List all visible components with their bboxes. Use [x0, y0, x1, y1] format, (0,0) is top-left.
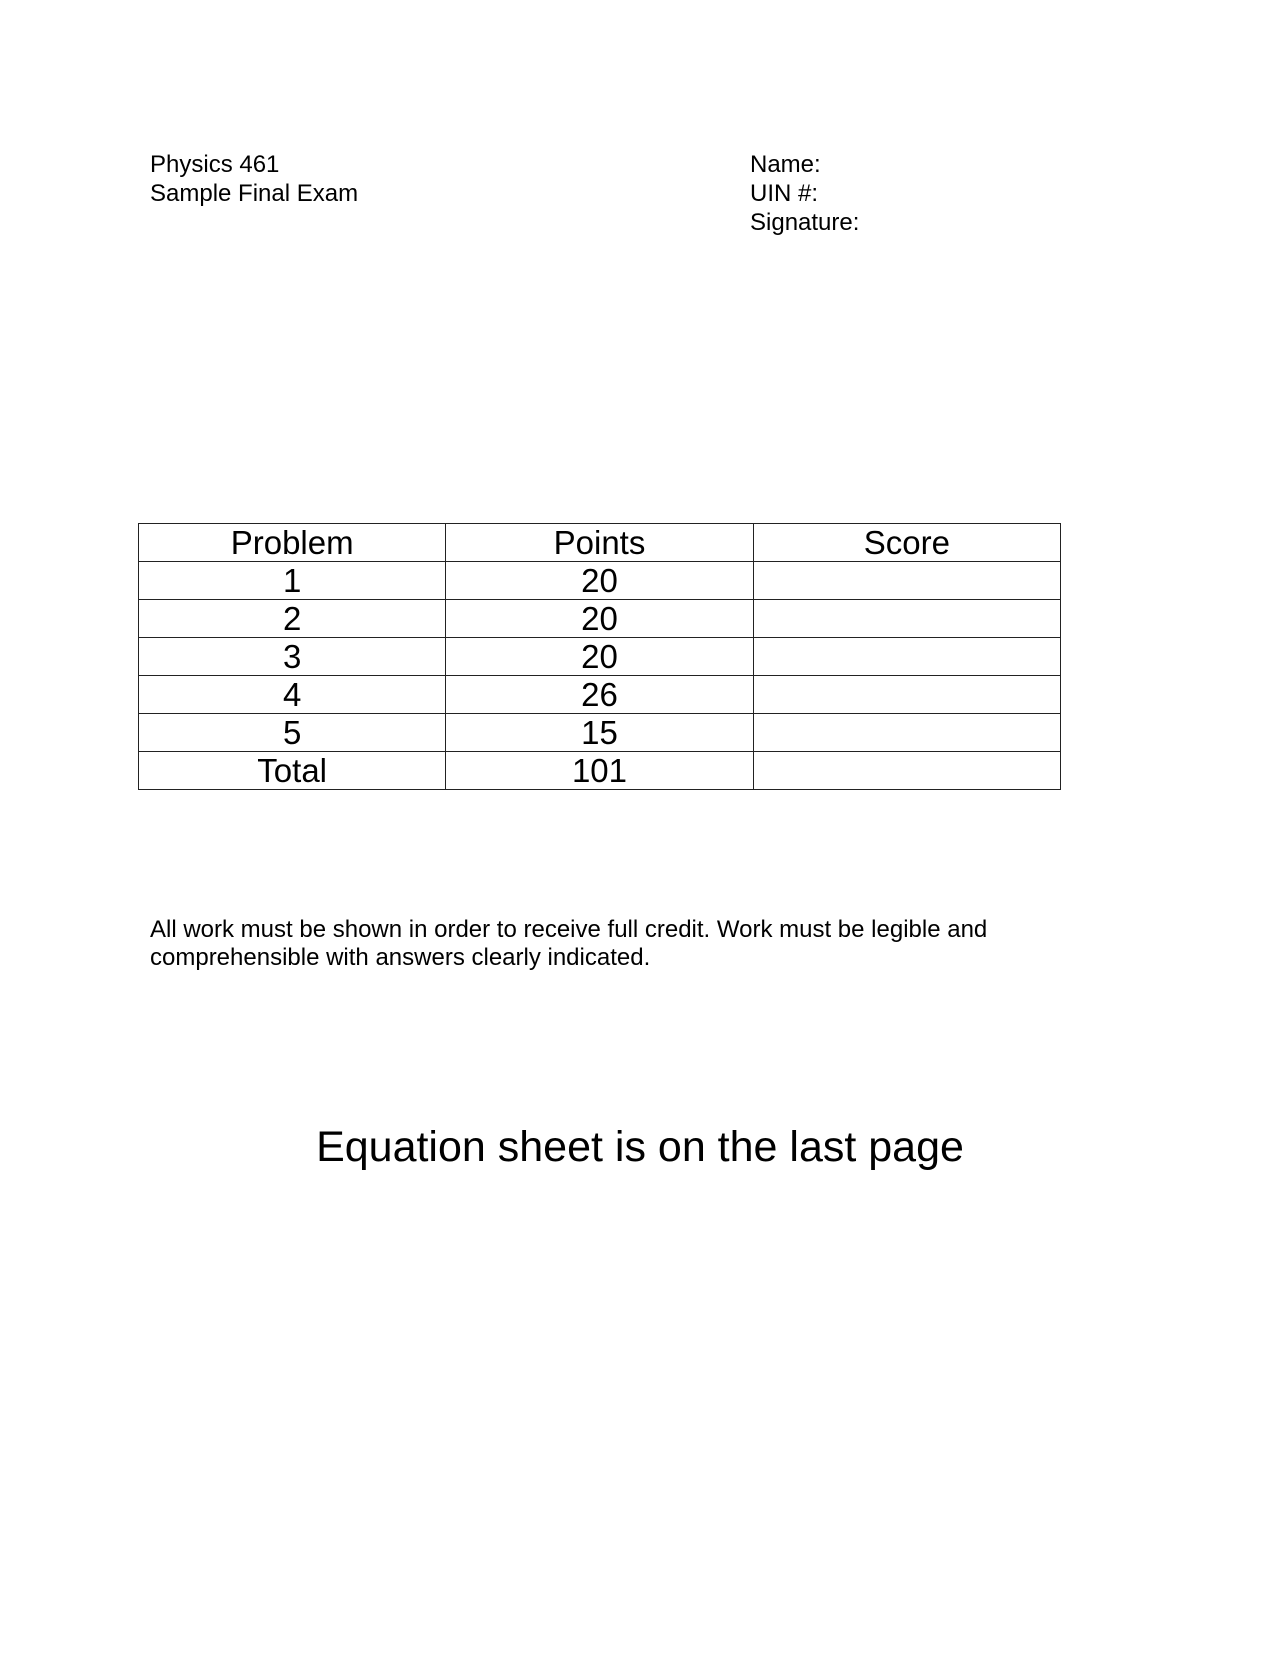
- total-score-cell: [753, 752, 1060, 790]
- course-header: [150, 150, 358, 208]
- table-row: [139, 714, 1061, 752]
- problem-cell: 5: [139, 714, 446, 752]
- score-cell: [753, 676, 1060, 714]
- points-cell: 20: [446, 562, 753, 600]
- table-header-row: [139, 524, 1061, 562]
- problem-cell: 1: [139, 562, 446, 600]
- column-header-points: Points: [446, 524, 753, 562]
- equation-sheet-note: Equation sheet is on the last page: [316, 1123, 964, 1171]
- course-title: Physics 461: [150, 151, 280, 178]
- points-cell: 20: [446, 600, 753, 638]
- table-row: [139, 600, 1061, 638]
- column-header-problem: Problem: [139, 524, 446, 562]
- points-cell: 20: [446, 638, 753, 676]
- points-cell: 15: [446, 714, 753, 752]
- problem-cell: 2: [139, 600, 446, 638]
- exam-title: Sample Final Exam: [150, 180, 359, 207]
- instructions-text: All work must be shown in order to receive full credit. Work must be legible and comprehensible with answers clearly indicated.: [150, 916, 988, 971]
- table-row: [139, 676, 1061, 714]
- uin-label: UIN #:: [750, 180, 819, 207]
- signature-label: Signature:: [750, 209, 860, 236]
- problem-cell: 3: [139, 638, 446, 676]
- total-row: [139, 752, 1061, 790]
- problem-cell: 4: [139, 676, 446, 714]
- score-cell: [753, 714, 1060, 752]
- column-header-score: Score: [753, 524, 1060, 562]
- student-info-fields: [750, 150, 859, 237]
- score-cell: [753, 638, 1060, 676]
- total-points-cell: 101: [446, 752, 753, 790]
- score-table: [138, 523, 1061, 790]
- name-label: Name:: [750, 151, 821, 178]
- points-cell: 26: [446, 676, 753, 714]
- total-label-cell: Total: [139, 752, 446, 790]
- table-row: [139, 562, 1061, 600]
- score-cell: [753, 562, 1060, 600]
- score-cell: [753, 600, 1060, 638]
- table-row: [139, 638, 1061, 676]
